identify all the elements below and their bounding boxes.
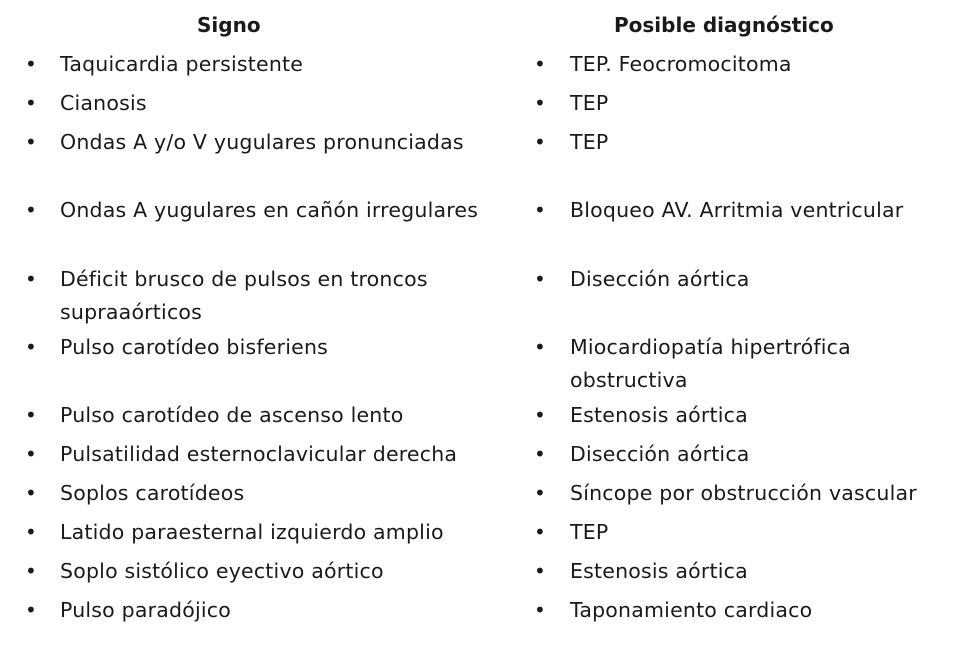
bullet-icon: • [25, 335, 37, 359]
diagnosis-text: Taponamiento cardiaco [570, 598, 813, 622]
bullet-icon: • [25, 559, 37, 583]
bullet-icon: • [534, 481, 546, 505]
sign-text: Cianosis [60, 91, 147, 115]
bullet-icon: • [534, 403, 546, 427]
diagnosis-text: Miocardiopatía hipertrófica obstructiva [570, 335, 851, 392]
table-row [0, 438, 956, 477]
bullet-icon: • [534, 559, 546, 583]
bullet-icon: • [534, 598, 546, 622]
sign-text: Pulso carotídeo de ascenso lento [60, 403, 404, 427]
sign-text: Latido paraesternal izquierdo amplio [60, 520, 444, 544]
bullet-icon: • [25, 91, 37, 115]
sign-text: Pulso carotídeo bisferiens [60, 335, 329, 359]
column-header-diagnosis: Posible diagnóstico [614, 13, 834, 37]
bullet-icon: • [534, 52, 546, 76]
table-row [0, 87, 956, 126]
diagnosis-text: Estenosis aórtica [570, 403, 748, 427]
diagnosis-text: TEP [570, 130, 609, 154]
bullet-icon: • [25, 481, 37, 505]
table-row [0, 194, 956, 263]
diagnosis-text: TEP. Feocromocitoma [570, 52, 792, 76]
bullet-icon: • [25, 403, 37, 427]
column-header-sign: Signo [197, 13, 261, 37]
sign-text: Soplos carotídeos [60, 481, 245, 505]
bullet-icon: • [25, 598, 37, 622]
bullet-icon: • [534, 130, 546, 154]
bullet-icon: • [25, 52, 37, 76]
table-row [0, 263, 956, 331]
bullet-icon: • [25, 442, 37, 466]
table-row [0, 516, 956, 555]
diagnosis-text: Disección aórtica [570, 267, 750, 291]
bullet-icon: • [534, 91, 546, 115]
table-row [0, 331, 956, 399]
table-row [0, 477, 956, 516]
diagnosis-text: Disección aórtica [570, 442, 750, 466]
table-body [0, 48, 956, 633]
table-row [0, 399, 956, 438]
bullet-icon: • [534, 520, 546, 544]
diagnosis-text: TEP [570, 520, 609, 544]
sign-text: Taquicardia persistente [60, 52, 304, 76]
sign-text: Soplo sistólico eyectivo aórtico [60, 559, 384, 583]
bullet-icon: • [25, 198, 37, 222]
bullet-icon: • [25, 130, 37, 154]
table-row [0, 126, 956, 194]
sign-text: Pulso paradójico [60, 598, 231, 622]
sign-text: Pulsatilidad esternoclavicular derecha [60, 442, 458, 466]
bullet-icon: • [534, 442, 546, 466]
sign-text: Déficit brusco de pulsos en troncos supraaórticos [60, 267, 428, 324]
table-row [0, 555, 956, 594]
diagnosis-text: Síncope por obstrucción vascular [570, 481, 917, 505]
sign-text: Ondas A yugulares en cañón irregulares [60, 198, 479, 222]
diagnosis-text: Estenosis aórtica [570, 559, 748, 583]
bullet-icon: • [25, 520, 37, 544]
bullet-icon: • [534, 198, 546, 222]
table-row [0, 48, 956, 87]
bullet-icon: • [534, 267, 546, 291]
bullet-icon: • [534, 335, 546, 359]
table-row [0, 594, 956, 633]
sign-text: Ondas A y/o V yugulares pronunciadas [60, 130, 464, 154]
diagnosis-text: TEP [570, 91, 609, 115]
diagnosis-text: Bloqueo AV. Arritmia ventricular [570, 198, 904, 222]
bullet-icon: • [25, 267, 37, 291]
